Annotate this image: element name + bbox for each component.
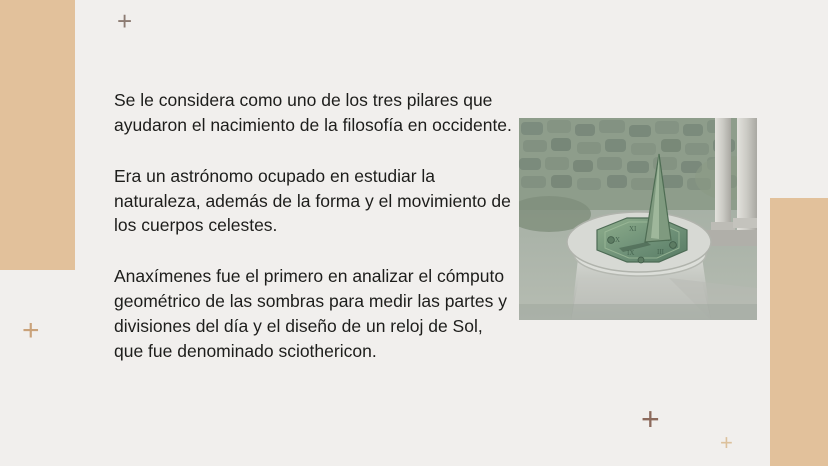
paragraph: Se le considera como uno de los tres pilares que ayudaron el nacimiento de la filosofía en occidente. xyxy=(114,90,512,135)
plus-decoration-icon: + xyxy=(117,6,133,36)
paragraph: Era un astrónomo ocupado en estudiar la naturaleza, además de la forma y el movimiento de los cuerpos celestes. xyxy=(114,165,511,236)
decorative-block-right xyxy=(770,198,828,466)
slide-text-body xyxy=(114,88,512,364)
paragraph: Anaxímenes fue el primero en analizar el cómputo geométrico de las sombras para medir las partes y divisiones del día y el diseño de un reloj de Sol, que fue denominado sciothericon. xyxy=(114,266,507,361)
svg-text:IX: IX xyxy=(627,249,635,257)
plus-decoration-icon: + xyxy=(22,314,40,347)
sundial-photo xyxy=(519,118,757,320)
plus-decoration-icon: + xyxy=(720,430,733,455)
plus-decoration-icon: + xyxy=(641,401,660,437)
svg-text:III: III xyxy=(657,248,664,256)
svg-text:XI: XI xyxy=(629,225,637,233)
decorative-block-left xyxy=(0,0,75,270)
svg-text:X: X xyxy=(615,236,621,244)
